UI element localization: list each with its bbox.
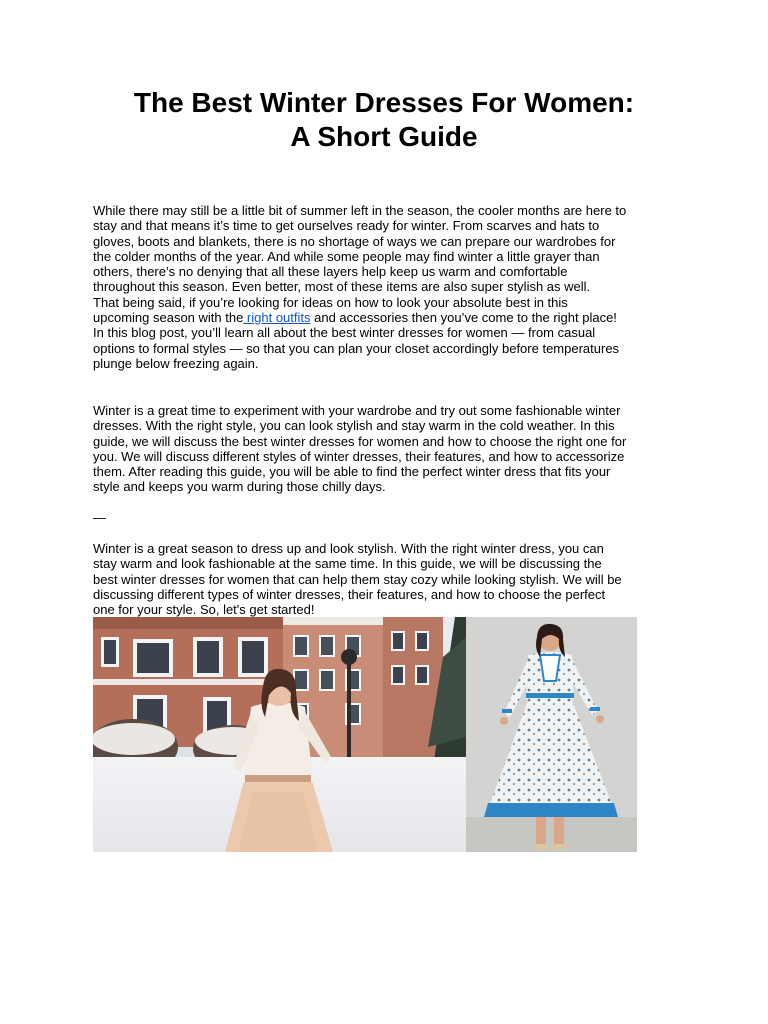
text-line: others, there’s no denying that all these layers help keep us warm and comfortable xyxy=(93,264,568,280)
text-line: dresses. With the right style, you can look stylish and stay warm in the cold weather. In this xyxy=(93,418,615,434)
title-line-2: A Short Guide xyxy=(290,121,478,152)
printed-dress-photo xyxy=(466,617,637,852)
third-paragraph xyxy=(93,541,683,617)
printed-dress-illustration xyxy=(466,617,637,852)
text-line: stay warm and look fashionable at the same time. In this guide, we will be discussing the xyxy=(93,556,602,572)
text-line: the colder months of the year. And while some people may find winter a little grayer than xyxy=(93,248,600,264)
text-line: style and keeps you warm during those chilly days. xyxy=(93,479,386,495)
text-line: gloves, boots and blankets, there is no shortage of ways we can prepare our wardrobes for xyxy=(93,233,616,249)
text-line-with-link xyxy=(93,310,683,325)
text-line: one for your style. So, let's get started! xyxy=(93,602,315,618)
text-line: While there may still be a little bit of summer left in the season, the cooler months are here to xyxy=(93,203,627,218)
text-line: In this blog post, you’ll learn all about the best winter dresses for women — from casual xyxy=(93,325,596,341)
text-line: them. After reading this guide, you will be able to find the perfect winter dress that fits your xyxy=(93,464,611,480)
right-outfits-link[interactable]: right outfits xyxy=(243,310,311,326)
text-line: discussing different types of winter dresses, their features, and how to choose the perfect xyxy=(93,586,606,602)
intro-paragraph xyxy=(93,203,683,371)
text-line: That being said, if you’re looking for ideas on how to look your absolute best in this xyxy=(93,294,568,310)
text-line: options to formal styles — so that you can plan your closet accordingly before temperatures xyxy=(93,340,620,356)
text-line: Winter is a great season to dress up and look stylish. With the right winter dress, you can xyxy=(93,541,604,556)
text-line: guide, we will discuss the best winter dresses for women and how to choose the right one for xyxy=(93,433,627,449)
text-fragment: upcoming season with the xyxy=(93,310,244,326)
title-line-1: The Best Winter Dresses For Women: xyxy=(133,87,635,118)
separator-dash: — xyxy=(93,510,106,525)
winter-street-photo xyxy=(93,617,466,852)
page-title xyxy=(60,86,708,154)
text-line: you. We will discuss different styles of winter dresses, their features, and how to accessorize xyxy=(93,448,625,464)
text-line: best winter dresses for women that can help them stay cozy while looking stylish. We will be xyxy=(93,571,622,587)
text-line: stay and that means it’s time to get ourselves ready for winter. From scarves and hats to xyxy=(93,218,600,234)
text-line: throughout this season. Even better, most of these items are also super stylish as well. xyxy=(93,279,591,295)
text-line: Winter is a great time to experiment with your wardrobe and try out some fashionable winter xyxy=(93,403,621,418)
winter-street-illustration xyxy=(93,617,466,852)
text-line: plunge below freezing again. xyxy=(93,355,259,371)
second-paragraph xyxy=(93,403,683,495)
text-fragment: and accessories then you’ve come to the right place! xyxy=(310,310,617,326)
